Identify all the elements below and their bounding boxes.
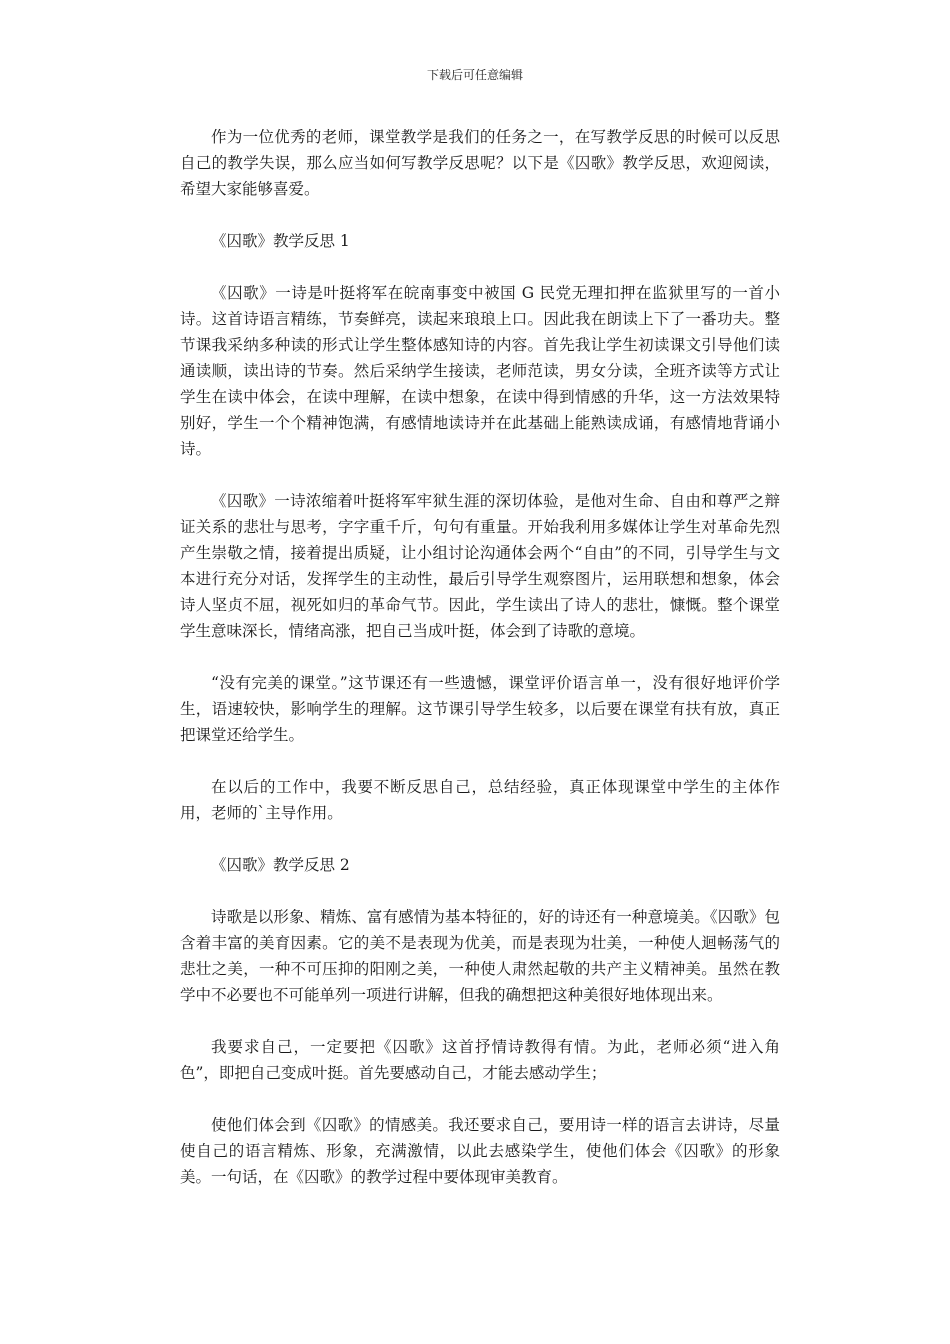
body-paragraph: 我要求自己，一定要把《囚歌》这首抒情诗教得有情。为此，老师必须“进入角色”，即把自己变成叶挺。首先要感动自己，才能去感动学生； <box>180 1038 780 1082</box>
intro-paragraph: 作为一位优秀的老师，课堂教学是我们的任务之一，在写教学反思的时候可以反思自己的教学失误，那么应当如何写教学反思呢？以下是《囚歌》教学反思，欢迎阅读，希望大家能够喜爱。 <box>180 128 780 198</box>
document-body <box>180 124 780 1216</box>
page-header: 下载后可任意编辑 <box>426 68 523 82</box>
body-paragraph: 诗歌是以形象、精炼、富有感情为基本特征的，好的诗还有一种意境美。《囚歌》包含着丰富的美育因素。它的美不是表现为优美，而是表现为壮美，一种使人迴畅荡气的悲壮之美，一种不可压抑的阳刚之美，一种使人肃然起敬的共产主义精神美。虽然在教学中不必要也不可能单列一项进行讲解，但我的确想把这种美很好地体现出来。 <box>180 908 780 1004</box>
body-paragraph: 使他们体会到《囚歌》的情感美。我还要求自己，要用诗一样的语言去讲诗，尽量使自己的语言精炼、形象，充满激情，以此去感染学生，使他们体会《囚歌》的形象美。一句话，在《囚歌》的教学过程中要体现审美教育。 <box>180 1116 780 1186</box>
section-heading-1: 《囚歌》教学反思 1 <box>211 232 350 250</box>
body-paragraph: 在以后的工作中，我要不断反思自己，总结经验，真正体现课堂中学生的主体作用，老师的`主导作用。 <box>180 778 780 822</box>
body-paragraph: 《囚歌》一诗浓缩着叶挺将军牢狱生涯的深切体验，是他对生命、自由和尊严之辩证关系的悲壮与思考，字字重千斤，句句有重量。开始我利用多媒体让学生对革命先烈产生崇敬之情，接着提出质疑，让小组讨论沟通体会两个“自由”的不同，引导学生与文本进行充分对话，发挥学生的主动性，最后引导学生观察图片，运用联想和想象，体会诗人坚贞不屈，视死如归的革命气节。因此，学生读出了诗人的悲壮，慷慨。整个课堂学生意味深长，情绪高涨，把自己当成叶挺，体会到了诗歌的意境。 <box>180 492 780 640</box>
section-heading-2: 《囚歌》教学反思 2 <box>211 856 350 874</box>
body-paragraph: 《囚歌》一诗是叶挺将军在皖南事变中被国 G 民党无理扣押在监狱里写的一首小诗。这首诗语言精练，节奏鲜亮，读起来琅琅上口。因此我在朗读上下了一番功夫。整节课我采纳多种读的形式让学生整体感知诗的内容。首先我让学生初读课文引导他们读通读顺，读出诗的节奏。然后采纳学生接读，老师范读，男女分读，全班齐读等方式让学生在读中体会，在读中理解，在读中想象，在读中得到情感的升华，这一方法效果特别好，学生一个个精神饱满，有感情地读诗并在此基础上能熟读成诵，有感情地背诵小诗。 <box>180 284 780 458</box>
body-paragraph: “没有完美的课堂。”这节课还有一些遗憾，课堂评价语言单一，没有很好地评价学生，语速较快，影响学生的理解。这节课引导学生较多，以后要在课堂有扶有放，真正把课堂还给学生。 <box>180 674 780 744</box>
